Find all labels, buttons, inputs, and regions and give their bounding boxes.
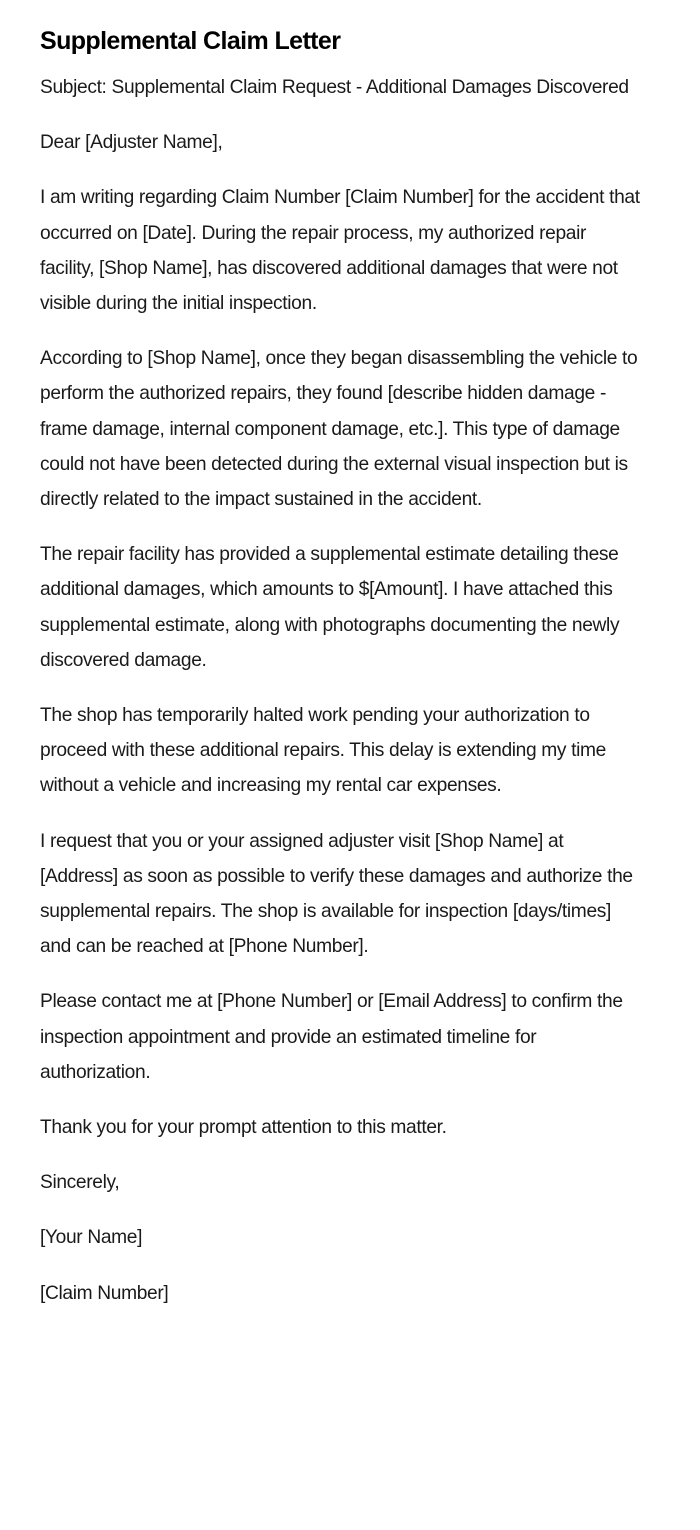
signature-name: [Your Name] <box>40 1227 143 1249</box>
signature-claim-number: [Claim Number] <box>40 1282 169 1304</box>
body-paragraph-supplemental-estimate: The repair facility has provided a supplemental estimate detailing these additional damages, which amounts to $[Amount]. I have attached this supplemental estimate, along with photographs documenting the newly discovered damage. <box>40 544 620 671</box>
subject-line: Subject: Supplemental Claim Request - Additional Damages Discovered <box>40 77 629 98</box>
document-title: Supplemental Claim Letter <box>40 27 341 55</box>
body-paragraph-work-halted: The shop has temporarily halted work pending your authorization to proceed with these additional repairs. This delay is extending my time without a vehicle and increasing my rental car expenses. <box>40 705 607 797</box>
body-paragraph-claim-intro: I am writing regarding Claim Number [Claim Number] for the accident that occurred on [Date]. During the repair process, my authorized repair facility, [Shop Name], has discovered additional damages that were not visible during the initial inspection. <box>40 187 640 315</box>
body-paragraph-contact: Please contact me at [Phone Number] or [Email Address] to confirm the inspection appointment and provide an estimated timeline for authorization. <box>40 991 623 1083</box>
salutation: Dear [Adjuster Name], <box>40 132 223 154</box>
body-paragraph-inspection-request: I request that you or your assigned adjuster visit [Shop Name] at [Address] as soon as possible to verify these damages and authorize the supplemental repairs. The shop is available for inspection [days/times] and can be reached at [Phone Number]. <box>40 830 633 958</box>
body-paragraph-thanks: Thank you for your prompt attention to this matter. <box>40 1117 447 1139</box>
body-paragraph-hidden-damage: According to [Shop Name], once they began disassembling the vehicle to perform the authorized repairs, they found [describe hidden damage - frame damage, internal component damage, etc.]. This type of damage could not have been detected during the external visual inspection but is directly related to the impact sustained in the accident. <box>40 348 638 511</box>
closing: Sincerely, <box>40 1172 120 1194</box>
